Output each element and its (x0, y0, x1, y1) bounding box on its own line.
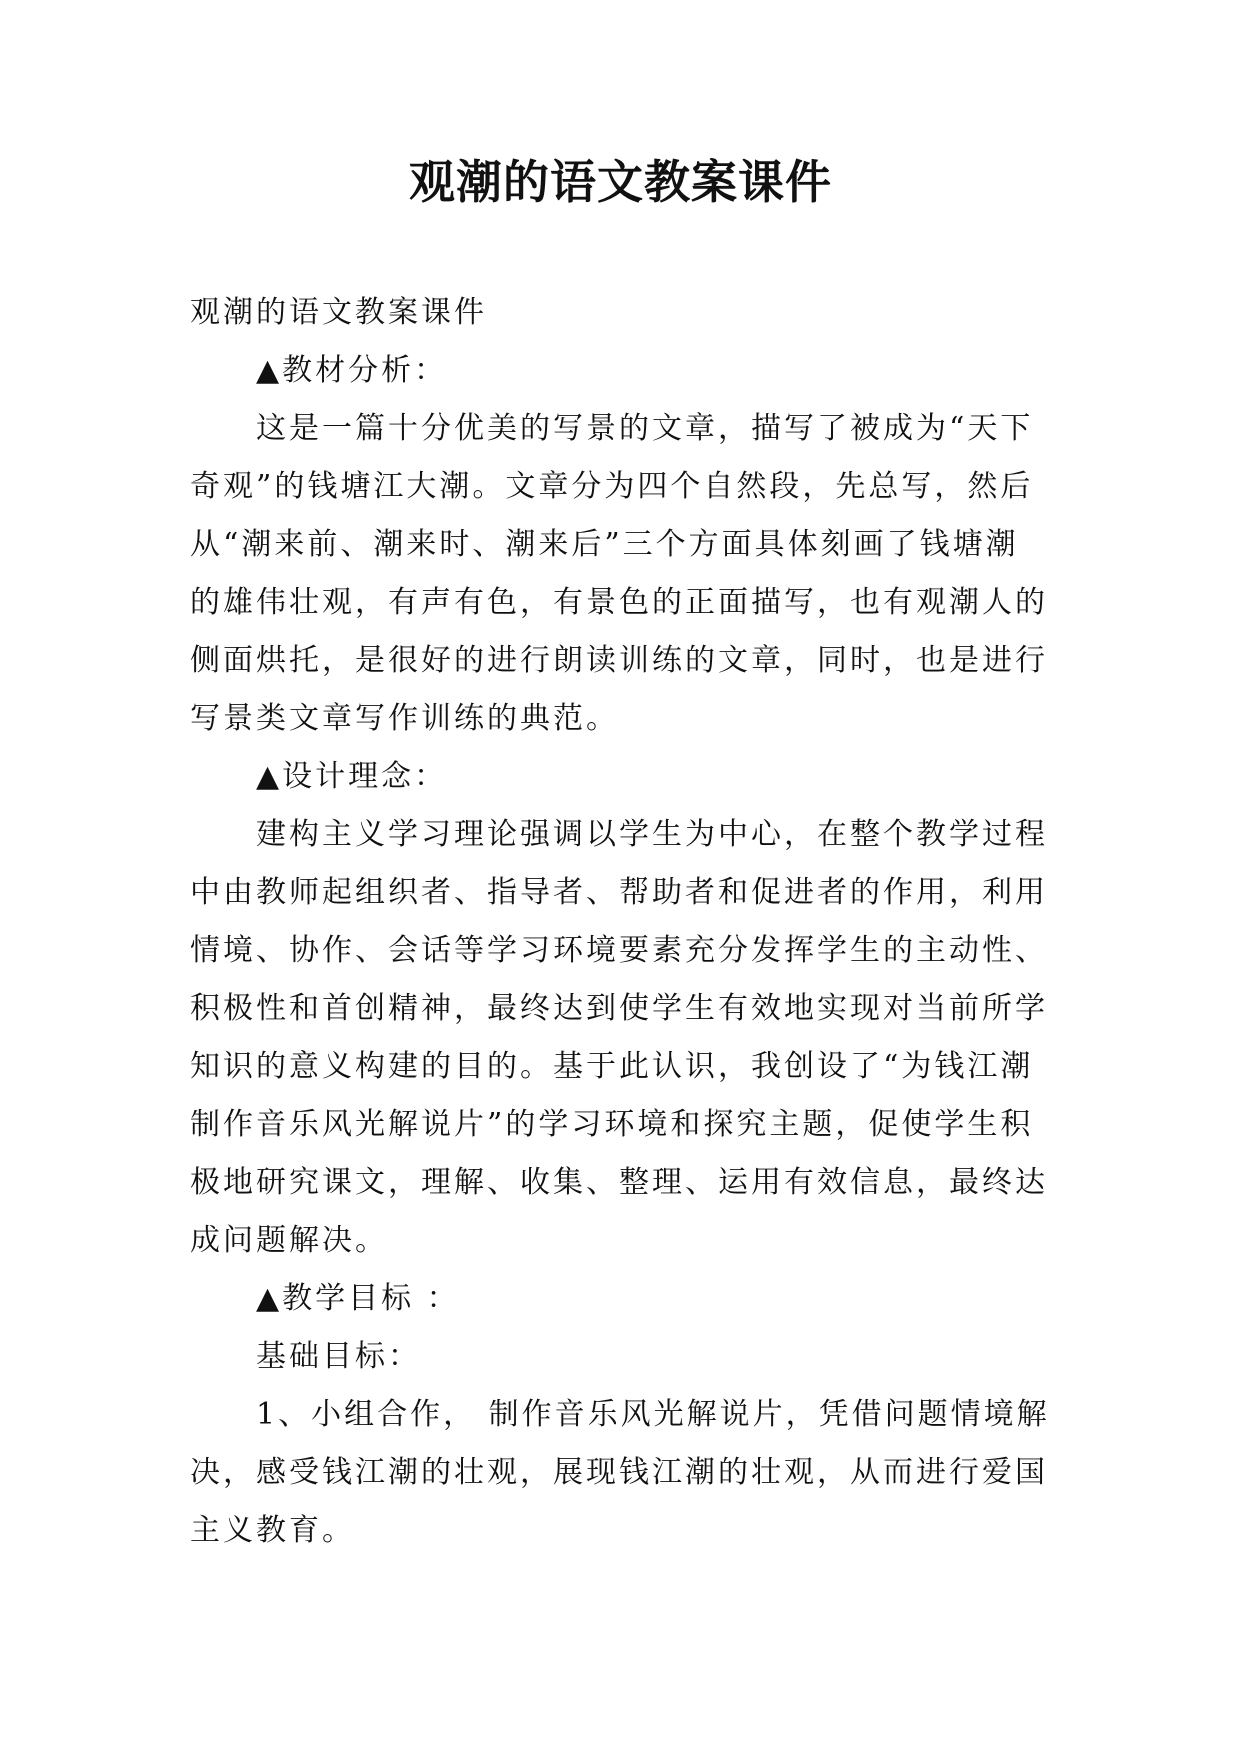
text-line: 从“潮来前、潮来时、潮来后”三个方面具体刻画了钱塘潮 (190, 527, 1019, 562)
text-line: 情境、协作、会话等学习环境要素充分发挥学生的主动性、 (190, 933, 1048, 968)
text-line: ▲教学目标 ： (256, 1281, 460, 1316)
text-line: 中由教师起组织者、指导者、帮助者和促进者的作用，利用 (190, 875, 1048, 910)
document-title: 观潮的语文教案课件 (409, 155, 832, 209)
text-line: 极地研究课文，理解、收集、整理、运用有效信息，最终达 (190, 1165, 1048, 1200)
text-line: 观潮的语文教案课件 (190, 295, 487, 330)
text-line: 主义教育。 (190, 1513, 355, 1548)
text-line: 积极性和首创精神，最终达到使学生有效地实现对当前所学 (190, 991, 1048, 1026)
text-line: 侧面烘托，是很好的进行朗读训练的文章，同时，也是进行 (190, 643, 1048, 678)
text-line: 奇观”的钱塘江大潮。文章分为四个自然段，先总写，然后 (190, 469, 1034, 504)
text-line: 1、小组合作， 制作音乐风光解说片，凭借问题情境解 (256, 1397, 1050, 1432)
text-line: ▲设计理念： (256, 759, 448, 794)
text-line: 成问题解决。 (190, 1223, 388, 1258)
text-line: ▲教材分析： (256, 353, 448, 388)
text-line: 建构主义学习理论强调以学生为中心，在整个教学过程 (256, 817, 1048, 852)
text-line: 这是一篇十分优美的写景的文章，描写了被成为“天下 (256, 411, 1034, 446)
text-line: 知识的意义构建的目的。基于此认识，我创设了“为钱江潮 (190, 1049, 1034, 1084)
text-line: 制作音乐风光解说片”的学习环境和探究主题，促使学生积 (190, 1107, 1034, 1142)
document-body (190, 284, 1050, 1560)
text-line: 写景类文章写作训练的典范。 (190, 701, 619, 736)
text-line: 决，感受钱江潮的壮观，展现钱江潮的壮观，从而进行爱国 (190, 1455, 1048, 1490)
text-line: 的雄伟壮观，有声有色，有景色的正面描写，也有观潮人的 (190, 585, 1048, 620)
text-line: 基础目标： (256, 1339, 421, 1374)
